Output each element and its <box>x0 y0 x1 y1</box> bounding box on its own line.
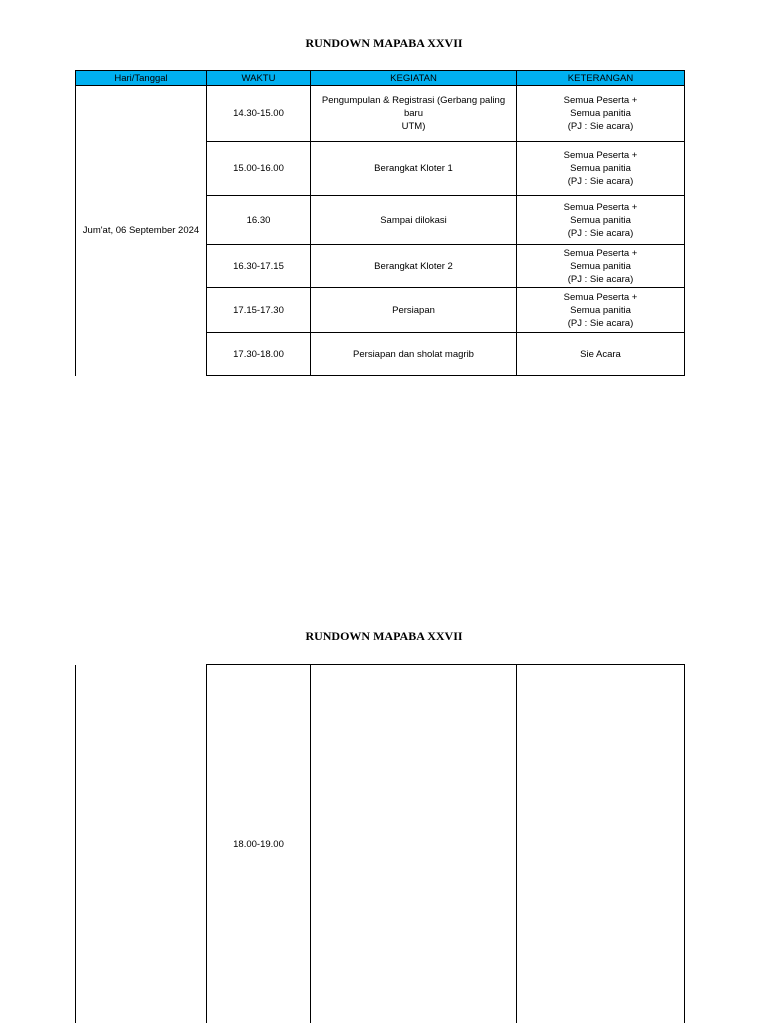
note-cell: Semua Peserta + Semua panitia (PJ : Sie acara) <box>517 196 685 245</box>
note-cell: Semua Peserta + Semua panitia (PJ : Sie acara) <box>517 142 685 196</box>
rundown-table <box>75 70 685 376</box>
day-cell: Jum'at, 06 September 2024 <box>76 86 207 376</box>
time-cell: 17.30-18.00 <box>207 333 311 376</box>
note-cell: Semua Peserta + Semua panitia (PJ : Sie acara) <box>517 288 685 333</box>
time-cell: 15.00-16.00 <box>207 142 311 196</box>
header-day: Hari/Tanggal <box>76 71 207 86</box>
header-activity: KEGIATAN <box>311 71 517 86</box>
note-cell: Semua Peserta + Semua panitia (PJ : Sie acara) <box>517 245 685 288</box>
note-cell: Semua Peserta + Semua panitia (PJ : Sie acara) <box>517 86 685 142</box>
table-row <box>76 86 685 142</box>
time-cell: 14.30-15.00 <box>207 86 311 142</box>
note-cell <box>517 665 685 1024</box>
activity-cell: Sampai dilokasi <box>311 196 517 245</box>
time-cell: 16.30 <box>207 196 311 245</box>
time-cell: 16.30-17.15 <box>207 245 311 288</box>
day-cell-continued <box>76 665 207 1024</box>
page-title-2: RUNDOWN MAPABA XXVII <box>305 629 463 643</box>
activity-cell <box>311 665 517 1024</box>
header-time: WAKTU <box>207 71 311 86</box>
rundown-table-continued <box>75 664 685 1023</box>
note-cell: Sie Acara <box>517 333 685 376</box>
time-cell: 18.00-19.00 <box>207 665 311 1024</box>
activity-cell: Berangkat Kloter 1 <box>311 142 517 196</box>
header-note: KETERANGAN <box>517 71 685 86</box>
table-row <box>76 665 685 1024</box>
activity-cell: Persiapan dan sholat magrib <box>311 333 517 376</box>
activity-cell: Pengumpulan & Registrasi (Gerbang paling baru UTM) <box>311 86 517 142</box>
activity-cell: Berangkat Kloter 2 <box>311 245 517 288</box>
page-title: RUNDOWN MAPABA XXVII <box>305 36 463 50</box>
time-cell: 17.15-17.30 <box>207 288 311 333</box>
activity-cell: Persiapan <box>311 288 517 333</box>
table-header-row <box>76 71 685 86</box>
